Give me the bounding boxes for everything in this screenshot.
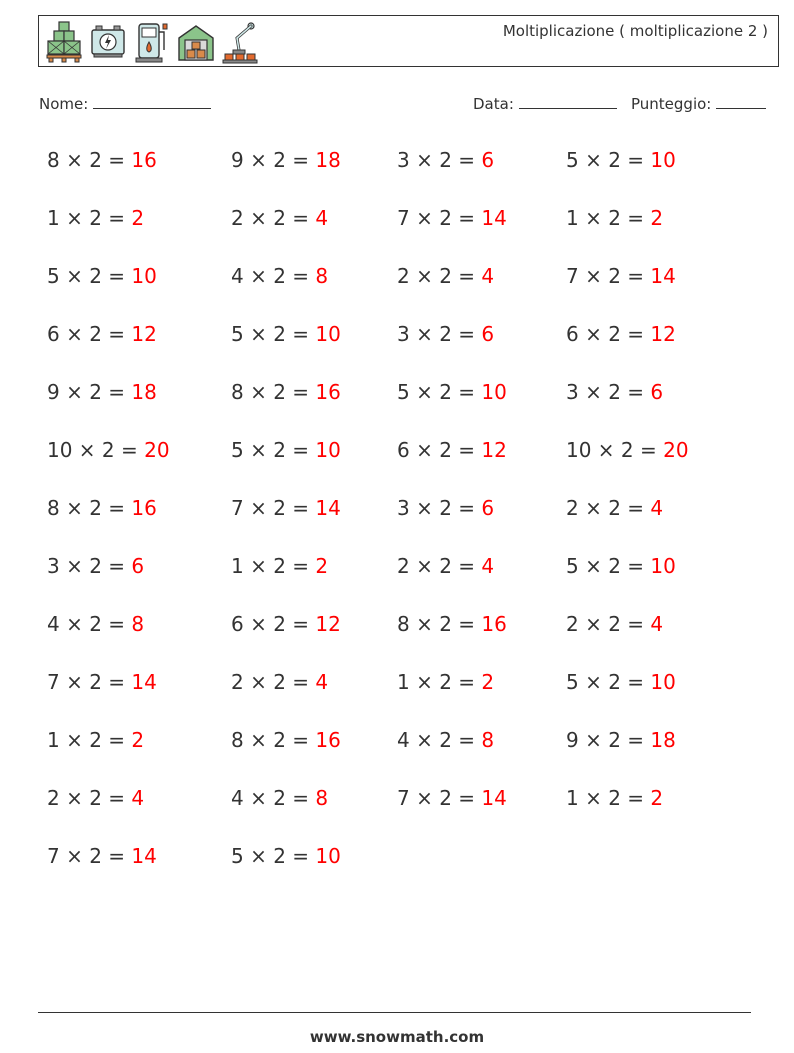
- problem-question: 6 × 2 =: [397, 438, 482, 462]
- problem-answer: 6: [481, 148, 495, 172]
- problem-answer: 12: [131, 322, 157, 346]
- problem-answer: 2: [650, 786, 664, 810]
- problem-answer: 18: [650, 728, 676, 752]
- problem-question: 5 × 2 =: [47, 264, 132, 288]
- problem-answer: 10: [315, 438, 341, 462]
- score-label: Punteggio:: [631, 95, 712, 113]
- problem-question: 2 × 2 =: [566, 496, 651, 520]
- problem: [566, 319, 676, 349]
- problem-answer: 18: [315, 148, 341, 172]
- problem-question: 5 × 2 =: [566, 670, 651, 694]
- problem: [47, 377, 157, 407]
- problem-question: 3 × 2 =: [566, 380, 651, 404]
- problem: [397, 261, 494, 291]
- problem-row: [47, 377, 747, 435]
- problem-question: 3 × 2 =: [397, 322, 482, 346]
- problem: [397, 783, 507, 813]
- problem-question: 7 × 2 =: [397, 206, 482, 230]
- problem-question: 7 × 2 =: [566, 264, 651, 288]
- header-icons: [45, 20, 259, 64]
- problem-question: 8 × 2 =: [47, 496, 132, 520]
- problem-answer: 10: [315, 322, 341, 346]
- problem-answer: 2: [131, 728, 145, 752]
- problem: [566, 783, 663, 813]
- problem: [397, 319, 494, 349]
- date-field: [473, 94, 617, 113]
- score-field: [631, 94, 766, 113]
- problem: [566, 261, 676, 291]
- problem-answer: 2: [650, 206, 664, 230]
- date-label: Data:: [473, 95, 514, 113]
- problem-question: 9 × 2 =: [47, 380, 132, 404]
- problem-row: [47, 609, 747, 667]
- problem-question: 3 × 2 =: [47, 554, 132, 578]
- problem: [566, 203, 663, 233]
- problem-question: 7 × 2 =: [47, 844, 132, 868]
- problem-answer: 14: [131, 844, 157, 868]
- warehouse-icon: [177, 20, 215, 64]
- problem-answer: 20: [144, 438, 170, 462]
- problem: [231, 609, 341, 639]
- problem: [566, 551, 676, 581]
- problem: [47, 203, 144, 233]
- problem: [397, 203, 507, 233]
- problem-question: 7 × 2 =: [47, 670, 132, 694]
- problem-question: 2 × 2 =: [231, 206, 316, 230]
- problem: [397, 377, 507, 407]
- problem: [231, 319, 341, 349]
- problem: [397, 609, 507, 639]
- problem-answer: 6: [481, 322, 495, 346]
- problem-answer: 10: [315, 844, 341, 868]
- problem-question: 5 × 2 =: [397, 380, 482, 404]
- problem: [231, 203, 328, 233]
- problem: [397, 725, 494, 755]
- problem-question: 8 × 2 =: [231, 380, 316, 404]
- problem-question: 7 × 2 =: [231, 496, 316, 520]
- problem-question: 1 × 2 =: [47, 728, 132, 752]
- fuel-pump-icon: [133, 20, 171, 64]
- problem: [47, 841, 157, 871]
- problem-row: [47, 145, 747, 203]
- problem: [566, 145, 676, 175]
- problem: [47, 609, 144, 639]
- problem-question: 2 × 2 =: [47, 786, 132, 810]
- problem-question: 8 × 2 =: [231, 728, 316, 752]
- problem: [231, 551, 328, 581]
- problem-question: 6 × 2 =: [47, 322, 132, 346]
- problem-question: 5 × 2 =: [566, 554, 651, 578]
- boxes-pallet-icon: [45, 20, 83, 64]
- problem-answer: 6: [481, 496, 495, 520]
- problem-question: 2 × 2 =: [397, 554, 482, 578]
- worksheet-title: Moltiplicazione ( moltiplicazione 2 ): [502, 22, 768, 40]
- problem-answer: 6: [131, 554, 145, 578]
- problem-answer: 2: [315, 554, 329, 578]
- problem-question: 4 × 2 =: [47, 612, 132, 636]
- problem-question: 9 × 2 =: [566, 728, 651, 752]
- problem-answer: 8: [315, 786, 329, 810]
- problem-answer: 8: [315, 264, 329, 288]
- problem: [566, 435, 689, 465]
- problem-answer: 10: [650, 148, 676, 172]
- problem-question: 4 × 2 =: [397, 728, 482, 752]
- problem: [566, 377, 663, 407]
- problem-answer: 10: [131, 264, 157, 288]
- problem: [231, 261, 328, 291]
- problem-grid: [47, 145, 747, 899]
- problem-question: 1 × 2 =: [231, 554, 316, 578]
- problem-answer: 16: [315, 728, 341, 752]
- worksheet-header: [38, 15, 779, 67]
- problem-answer: 10: [650, 670, 676, 694]
- problem-question: 6 × 2 =: [231, 612, 316, 636]
- problem-row: [47, 841, 747, 899]
- problem-answer: 14: [481, 786, 507, 810]
- footer-divider: [38, 1012, 751, 1013]
- problem-row: [47, 319, 747, 377]
- problem-answer: 12: [481, 438, 507, 462]
- problem-row: [47, 725, 747, 783]
- problem-question: 5 × 2 =: [231, 438, 316, 462]
- problem: [231, 435, 341, 465]
- problem: [47, 435, 170, 465]
- name-field: [39, 94, 211, 113]
- problem-answer: 2: [481, 670, 495, 694]
- problem-question: 3 × 2 =: [397, 148, 482, 172]
- problem-question: 4 × 2 =: [231, 786, 316, 810]
- problem: [47, 493, 157, 523]
- problem: [47, 667, 157, 697]
- problem: [231, 493, 341, 523]
- problem-answer: 6: [650, 380, 664, 404]
- problem-question: 1 × 2 =: [566, 206, 651, 230]
- problem-row: [47, 435, 747, 493]
- problem-answer: 4: [481, 264, 495, 288]
- problem-answer: 16: [315, 380, 341, 404]
- problem: [397, 493, 494, 523]
- problem-question: 1 × 2 =: [47, 206, 132, 230]
- score-blank[interactable]: [716, 94, 766, 109]
- problem: [397, 435, 507, 465]
- problem: [231, 145, 341, 175]
- problem-row: [47, 783, 747, 841]
- problem: [47, 261, 157, 291]
- problem-question: 10 × 2 =: [47, 438, 145, 462]
- problem-answer: 14: [481, 206, 507, 230]
- problem-answer: 12: [650, 322, 676, 346]
- problem-row: [47, 261, 747, 319]
- problem: [397, 667, 494, 697]
- problem-question: 9 × 2 =: [231, 148, 316, 172]
- problem-answer: 4: [650, 612, 664, 636]
- problem-question: 4 × 2 =: [231, 264, 316, 288]
- problem-question: 6 × 2 =: [566, 322, 651, 346]
- problem-answer: 4: [315, 670, 329, 694]
- problem-question: 8 × 2 =: [47, 148, 132, 172]
- problem-answer: 20: [663, 438, 689, 462]
- problem-row: [47, 493, 747, 551]
- problem: [397, 551, 494, 581]
- date-blank[interactable]: [519, 94, 617, 109]
- problem-row: [47, 551, 747, 609]
- problem: [231, 377, 341, 407]
- problem-answer: 2: [131, 206, 145, 230]
- problem-answer: 4: [315, 206, 329, 230]
- problem: [231, 667, 328, 697]
- robotic-arm-icon: [221, 20, 259, 64]
- problem: [566, 667, 676, 697]
- problem-question: 10 × 2 =: [566, 438, 664, 462]
- problem-question: 5 × 2 =: [231, 322, 316, 346]
- name-label: Nome:: [39, 95, 89, 113]
- problem-answer: 14: [315, 496, 341, 520]
- problem-answer: 14: [650, 264, 676, 288]
- name-blank[interactable]: [93, 94, 211, 109]
- problem-question: 1 × 2 =: [566, 786, 651, 810]
- problem-question: 8 × 2 =: [397, 612, 482, 636]
- problem-row: [47, 667, 747, 725]
- battery-charge-icon: [89, 20, 127, 64]
- problem: [566, 725, 676, 755]
- problem-answer: 8: [131, 612, 145, 636]
- problem-answer: 10: [650, 554, 676, 578]
- problem-answer: 4: [131, 786, 145, 810]
- problem-question: 1 × 2 =: [397, 670, 482, 694]
- problem-answer: 16: [131, 496, 157, 520]
- problem: [397, 145, 494, 175]
- problem-answer: 4: [481, 554, 495, 578]
- problem: [47, 783, 144, 813]
- problem: [566, 493, 663, 523]
- problem-answer: 4: [650, 496, 664, 520]
- problem-question: 2 × 2 =: [397, 264, 482, 288]
- problem-question: 3 × 2 =: [397, 496, 482, 520]
- problem-question: 5 × 2 =: [231, 844, 316, 868]
- problem-question: 7 × 2 =: [397, 786, 482, 810]
- problem: [231, 841, 341, 871]
- problem: [47, 319, 157, 349]
- problem-answer: 16: [481, 612, 507, 636]
- problem-answer: 16: [131, 148, 157, 172]
- problem-answer: 12: [315, 612, 341, 636]
- problem-answer: 18: [131, 380, 157, 404]
- problem: [231, 725, 341, 755]
- problem: [566, 609, 663, 639]
- footer-url: www.snowmath.com: [309, 1028, 485, 1046]
- problem: [47, 145, 157, 175]
- problem: [47, 551, 144, 581]
- problem-question: 2 × 2 =: [231, 670, 316, 694]
- problem: [231, 783, 328, 813]
- problem: [47, 725, 144, 755]
- problem-answer: 8: [481, 728, 495, 752]
- problem-row: [47, 203, 747, 261]
- problem-question: 5 × 2 =: [566, 148, 651, 172]
- problem-answer: 10: [481, 380, 507, 404]
- problem-question: 2 × 2 =: [566, 612, 651, 636]
- problem-answer: 14: [131, 670, 157, 694]
